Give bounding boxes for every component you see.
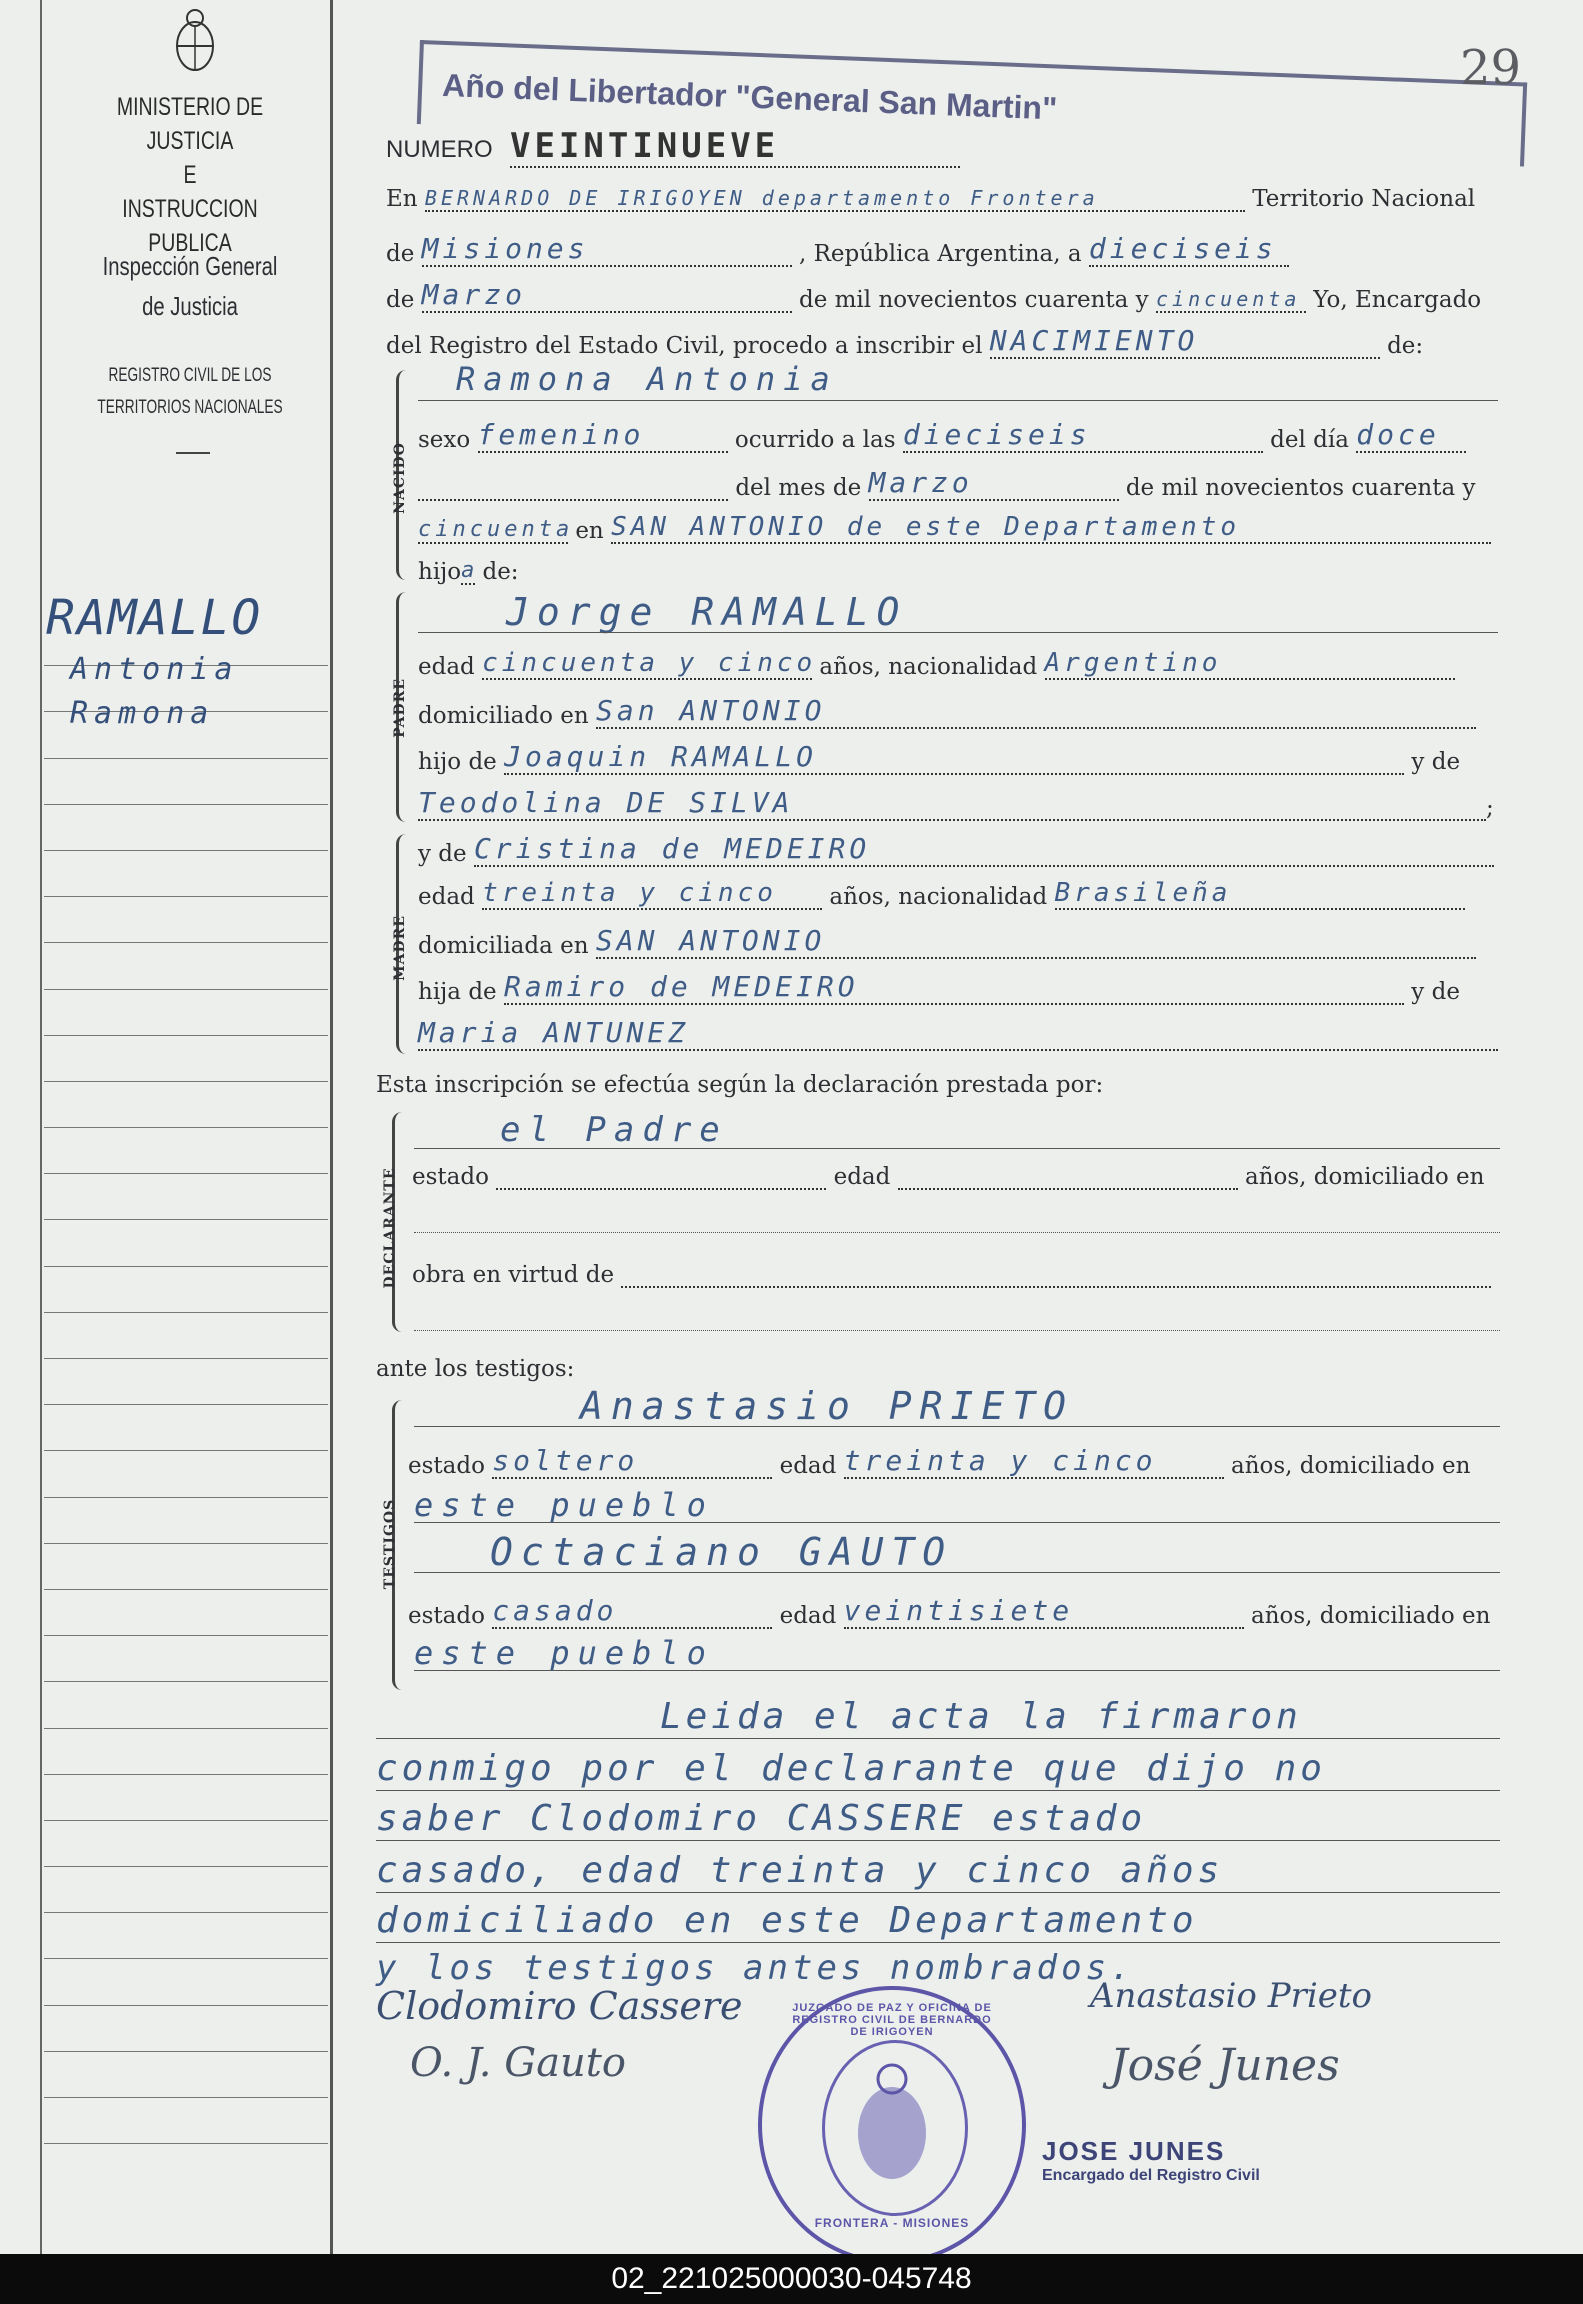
declarante-anios-label: años, domiciliado en: [1244, 1164, 1485, 1190]
seal-lower-text: FRONTERA - MISIONES: [814, 2216, 970, 2230]
territorio-label: Territorio Nacional: [1252, 186, 1476, 212]
madre-y-de-label: y de: [418, 841, 467, 867]
place-value: BERNARDO DE IRIGOYEN departamento Frontera: [425, 186, 1245, 212]
seal-coat-of-arms-icon: [825, 2043, 959, 2207]
numero-row: [386, 126, 960, 168]
madre-name-row: [418, 832, 1494, 867]
madre-domicilio-value: SAN ANTONIO: [596, 924, 1476, 959]
republica-label: , República Argentina, a: [798, 241, 1082, 267]
hijo-suffix: a: [461, 558, 475, 583]
declarante-estado-label: estado: [412, 1164, 489, 1190]
declarante-estado-value: [496, 1188, 826, 1190]
testigo1-edad-value: treinta y cinco: [844, 1444, 1224, 1479]
closing-line-4-rule: [376, 1892, 1500, 1893]
padre-domicilio-value: San ANTONIO: [596, 694, 1476, 729]
testigo1-edad-label: edad: [779, 1453, 837, 1479]
testigo1-anios-label: años, domiciliado en: [1230, 1453, 1471, 1479]
padre-domicilio-row: [418, 694, 1476, 729]
anio-label: de mil novecientos cuarenta y: [1125, 475, 1476, 501]
closing-line-5: domiciliado en este Departamento: [376, 1900, 1198, 1941]
padre-edad-label: edad: [418, 654, 475, 680]
year-label: de mil novecientos cuarenta y: [798, 287, 1149, 313]
testigo2-edad-label: edad: [779, 1603, 837, 1629]
testigo2-name-line: [414, 1572, 1500, 1573]
testigo2-estado-row: [408, 1594, 1491, 1629]
testigo1-name: Anastasio PRIETO: [580, 1384, 1075, 1428]
registry-line-1: REGISTRO CIVIL DE LOS: [108, 365, 272, 386]
month-row: [386, 278, 1481, 313]
testigo1-name-line: [414, 1426, 1500, 1427]
day-value: dieciseis: [1089, 232, 1289, 267]
padre-section-label: PADRE: [392, 678, 408, 738]
hijo-de-label: de:: [482, 559, 519, 585]
madre-madre-de-value: Maria ANTUNEZ: [418, 1016, 1498, 1051]
mes-spacer: [418, 499, 728, 501]
madre-anios-label: años, nacionalidad: [829, 884, 1048, 910]
testigo1-estado-value: soltero: [492, 1444, 772, 1479]
madre-y-de2-label: y de: [1411, 979, 1460, 1005]
declarante-obra-value: [621, 1286, 1491, 1288]
en-label: En: [386, 186, 418, 212]
inspection-line-2: de Justicia: [142, 291, 238, 321]
closing-line-2: conmigo por el declarante que dijo no: [376, 1748, 1326, 1789]
numero-label: NUMERO: [386, 136, 493, 163]
image-id-footer: 02_221025000030-045748: [0, 2254, 1583, 2304]
padre-edad-row: [418, 648, 1455, 680]
lugar-value: SAN ANTONIO de este Departamento: [611, 512, 1491, 544]
closing-line-1-rule: [376, 1738, 1500, 1739]
ministry-line-1: MINISTERIO DE JUSTICIA: [116, 93, 264, 155]
registro-label: del Registro del Estado Civil, procedo a inscribir el: [386, 333, 983, 359]
signature-declarante: Clodomiro Cassere: [376, 1984, 743, 2028]
madre-edad-label: edad: [418, 884, 475, 910]
del-dia-label: del día: [1270, 427, 1349, 453]
padre-anios-label: años, nacionalidad: [819, 654, 1038, 680]
hijo-row: [418, 558, 519, 585]
mes-label: del mes de: [735, 475, 862, 501]
signature-testigo-1: Anastasio Prieto: [1090, 1976, 1372, 2016]
hijo-label: hijo: [418, 559, 462, 585]
declarante-name-line: [414, 1148, 1500, 1149]
national-coat-of-arms-icon: [168, 6, 222, 76]
madre-padre-de-value: Ramiro de MEDEIRO: [504, 970, 1404, 1005]
declarante-name: el Padre: [500, 1110, 728, 1150]
en-label-2: en: [575, 518, 604, 544]
dia-value: doce: [1356, 418, 1466, 453]
closing-line-2-rule: [376, 1790, 1500, 1791]
province-row: [386, 232, 1289, 267]
madre-madre-de-row: [418, 1016, 1498, 1051]
numero-value: VEINTINUEVE: [510, 126, 960, 168]
padre-name: Jorge RAMALLO: [506, 590, 908, 634]
testigos-intro: ante los testigos:: [376, 1356, 575, 1382]
province-value: Misiones: [422, 232, 792, 267]
padre-nacionalidad-value: Argentino: [1045, 648, 1455, 680]
declarante-intro: Esta inscripción se efectúa según la declaración prestada por:: [376, 1072, 1104, 1098]
inspection-heading: [89, 246, 292, 326]
sexo-row: [418, 418, 1466, 453]
margin-given-name-1: Antonia: [70, 652, 239, 687]
nacido-section-label: NACIDO: [392, 442, 408, 514]
margin-surname: RAMALLO: [46, 590, 263, 646]
de-label-2: de: [386, 287, 415, 313]
officer-title: Encargado del Registro Civil: [1042, 2167, 1260, 2184]
civil-registry-seal: [758, 1986, 1026, 2254]
encargado-label: Yo, Encargado: [1313, 287, 1482, 313]
sexo-label: sexo: [418, 427, 471, 453]
closing-line-4: casado, edad treinta y cinco años: [376, 1850, 1224, 1891]
margin-ruled-lines: [44, 620, 328, 2144]
sexo-value: femenino: [478, 418, 728, 453]
padre-madre-de-value: Teodolina DE SILVA: [418, 786, 1486, 821]
madre-section-label: MADRE: [392, 915, 408, 981]
declarante-obra-line: [414, 1330, 1500, 1331]
de-label: de: [386, 241, 415, 267]
padre-padre-de-value: Joaquin RAMALLO: [504, 740, 1404, 775]
hora-value: dieciseis: [903, 418, 1263, 453]
madre-edad-row: [418, 878, 1465, 910]
seal-ring-text: JUZGADO DE PAZ Y OFICINA DE REGISTRO CIVIL DE BERNARDO DE IRIGOYEN: [792, 2002, 992, 2038]
inspection-line-1: Inspección General: [102, 251, 278, 281]
nacido-name-line: [418, 400, 1498, 401]
de-colon-label: de:: [1387, 333, 1424, 359]
registro-row: [386, 324, 1423, 359]
margin-rule: [40, 0, 42, 2254]
left-margin-column: [0, 0, 333, 2254]
declarante-obra-row: [412, 1262, 1491, 1288]
padre-hijo-de-row: [418, 740, 1460, 775]
declarante-edad-label: edad: [833, 1164, 891, 1190]
seal-inner-ring: [822, 2040, 968, 2216]
declarante-domicilio-line: [414, 1232, 1500, 1233]
testigo1-domicilio-line: [414, 1522, 1500, 1523]
registry-line-2: TERRITORIOS NACIONALES: [97, 397, 283, 418]
madre-hija-de-row: [418, 970, 1460, 1005]
year-stamp-text: Año del Libertador "General San Martin": [441, 66, 1058, 127]
testigo2-domicilio-line: [414, 1670, 1500, 1671]
officer-stamp: [1042, 2136, 1260, 2185]
folio-number: 29: [1460, 40, 1522, 96]
declarante-obra-label: obra en virtud de: [412, 1262, 615, 1288]
ocurrido-label: ocurrido a las: [734, 427, 896, 453]
closing-line-3-rule: [376, 1840, 1500, 1841]
closing-line-3: saber Clodomiro CASSERE estado: [376, 1798, 1147, 1839]
testigo2-domicilio: este pueblo: [414, 1634, 714, 1672]
registry-divider: [176, 452, 210, 454]
padre-domicilio-label: domiciliado en: [418, 703, 589, 729]
madre-hija-de-label: hija de: [418, 979, 497, 1005]
padre-edad-value: cincuenta y cinco: [482, 648, 817, 678]
padre-y-de-label: y de: [1411, 749, 1461, 775]
declarante-section-label: DECLARANTE: [382, 1167, 398, 1289]
testigo2-name: Octaciano GAUTO: [490, 1530, 954, 1574]
madre-domicilio-label: domiciliada en: [418, 933, 589, 959]
madre-name-value: Cristina de MEDEIRO: [474, 832, 1494, 867]
registry-heading: [96, 360, 283, 424]
nacido-name: Ramona Antonia: [456, 360, 838, 398]
officer-name: JOSE JUNES: [1042, 2136, 1226, 2166]
ministry-line-3: INSTRUCCION PUBLICA: [122, 195, 258, 257]
month-value: Marzo: [422, 278, 792, 313]
madre-nacionalidad-value: Brasileña: [1055, 878, 1465, 910]
testigo2-edad-value: veintisiete: [844, 1594, 1244, 1629]
padre-name-line: [418, 632, 1498, 633]
anio-value: cincuenta: [418, 517, 574, 542]
declarante-estado-row: [412, 1164, 1485, 1190]
mes-value: Marzo: [869, 466, 1119, 501]
testigos-section-label: TESTIGOS: [382, 1498, 398, 1590]
closing-line-6: y los testigos antes nombrados.: [376, 1948, 1135, 1988]
lugar-row: [418, 512, 1491, 544]
signature-encargado: José Junes: [1110, 2040, 1340, 2091]
testigo1-estado-row: [408, 1444, 1471, 1479]
mes-row: [418, 466, 1476, 501]
act-type-value: NACIMIENTO: [990, 324, 1380, 359]
testigo2-estado-value: casado: [492, 1594, 772, 1629]
signature-testigo-2: O. J. Gauto: [410, 2040, 626, 2086]
place-row: [386, 186, 1475, 212]
testigo2-anios-label: años, domiciliado en: [1250, 1603, 1491, 1629]
closing-line-5-rule: [376, 1942, 1500, 1943]
declarante-edad-value: [898, 1188, 1238, 1190]
closing-line-1: Leida el acta la firmaron: [660, 1696, 1302, 1737]
testigo2-estado-label: estado: [408, 1603, 485, 1629]
ministry-heading: [89, 90, 292, 260]
year-value: cincuenta: [1156, 287, 1306, 313]
testigo1-domicilio: este pueblo: [414, 1486, 714, 1524]
madre-domicilio-row: [418, 924, 1476, 959]
padre-madre-de-row: Teodolina DE SILVA ;: [418, 786, 1494, 821]
madre-edad-value: treinta y cinco: [482, 878, 822, 910]
ministry-line-2: E: [183, 161, 197, 189]
margin-given-name-2: Ramona: [70, 696, 215, 731]
padre-hijo-de-label: hijo de: [418, 749, 497, 775]
testigo1-estado-label: estado: [408, 1453, 485, 1479]
